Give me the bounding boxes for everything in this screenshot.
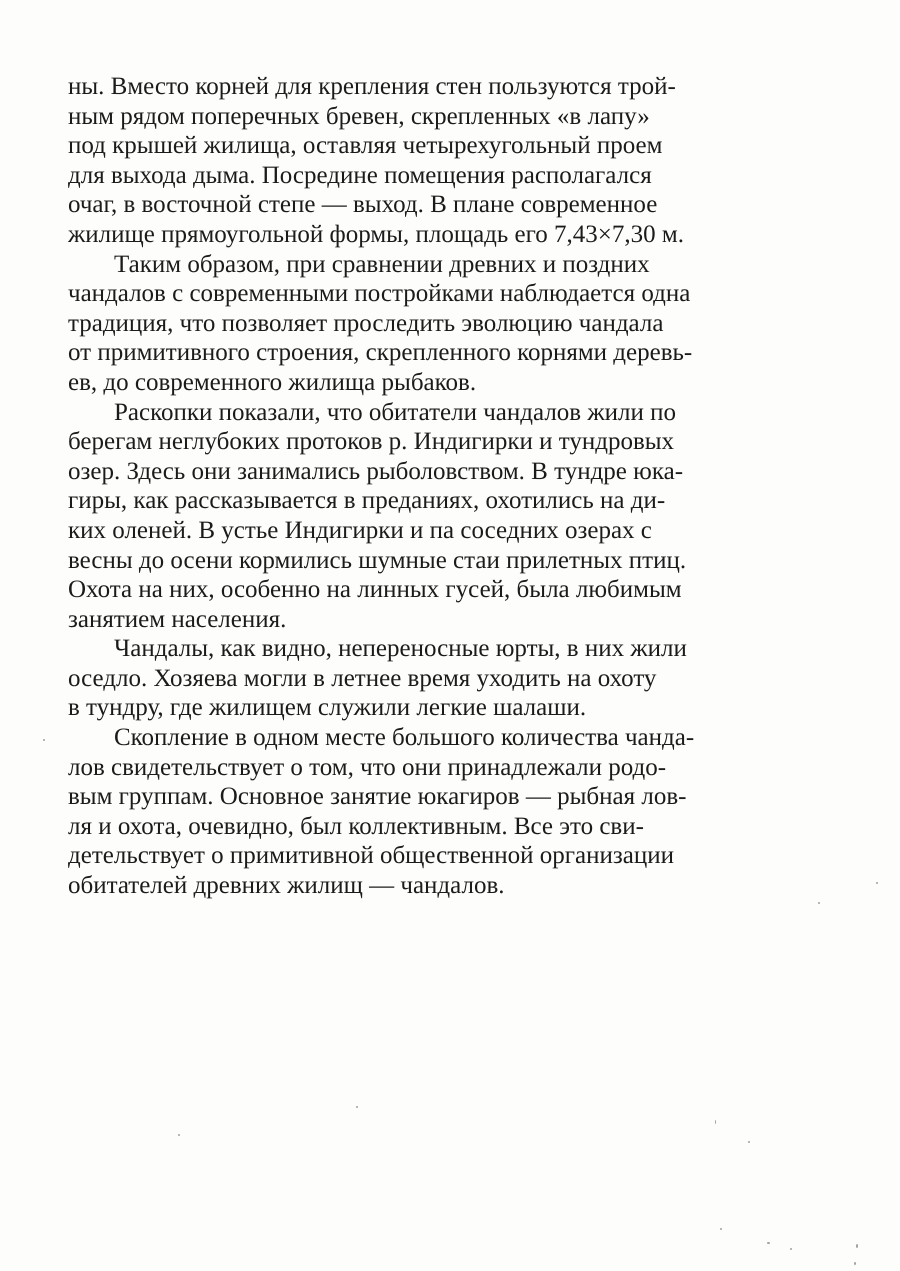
scan-speck	[178, 1134, 180, 1136]
scan-speck	[767, 1242, 770, 1244]
scan-speck	[715, 1120, 716, 1124]
scan-speck	[356, 1106, 358, 1108]
scan-speck	[43, 739, 45, 741]
scan-speck	[818, 902, 820, 904]
paragraph-3: Раскопки показали, что обитатели чандалов жили по берегам неглубоких протоков р. Индигирки и тундровых озер. Здесь они занимались рыболовством. В тундре юка- гиры, как рассказывается в преданиях, охотились на ди- ких оленей. В устье Индигирки и па соседних озерах с весны до осени кормились шумные стаи прилетных птиц. Охота на них, особенно на линных гусей, была любимым занятием населения.	[68, 398, 687, 633]
scan-speck	[876, 882, 878, 884]
scan-speck	[720, 1228, 722, 1230]
body-text	[68, 72, 842, 901]
scan-speck	[854, 1262, 856, 1265]
paragraph-5: Скопление в одном месте большого количества чанда- лов свидетельствует о том, что они принадлежали родо- вым группам. Основное занятие юкагиров — рыбная лов- ля и охота, очевидно, был коллективным. Все это сви- детельствует о примитивной общественной организации обитателей древних жилищ — чандалов.	[68, 724, 695, 900]
scan-speck	[748, 1141, 750, 1143]
paragraph-1: ны. Вместо корней для крепления стен пользуются трой- ным рядом поперечных бревен, скрепленных «в лапу» под крышей жилища, оставляя четырехугольный проем для выхода дыма. Посредине помещения располагался очаг, в восточной степе — выход. В плане современное жилище прямоугольной формы, площадь его 7,43×7,30 м.	[68, 73, 684, 248]
scan-speck	[790, 1248, 792, 1250]
scan-speck	[856, 1244, 858, 1248]
paragraph-2: Таким образом, при сравнении древних и поздних чандалов с современными постройками наблюдается одна традиция, что позволяет проследить эволюцию чандала от примитивного строения, скрепленного корнями деревь- ев, до современного жилища рыбаков.	[68, 250, 693, 396]
paragraph-4: Чандалы, как видно, непереносные юрты, в них жили оседло. Хозяева могли в летнее время уходить на охоту в тундру, где жилищем служили легкие шалаши.	[68, 635, 687, 722]
